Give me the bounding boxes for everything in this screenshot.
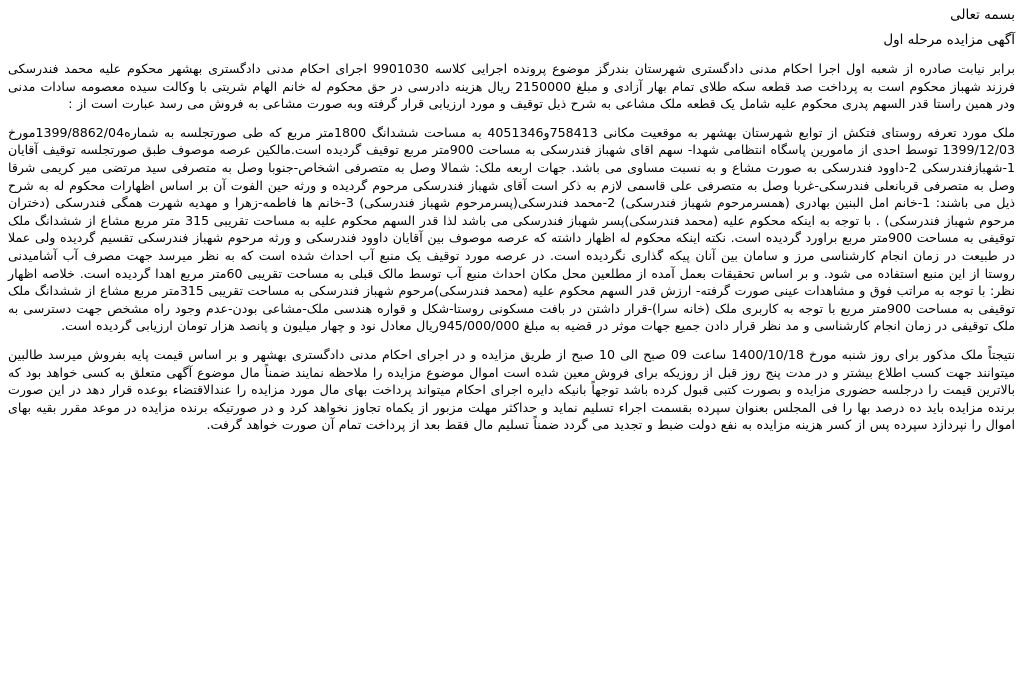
auction-terms-paragraph: نتیجتاً ملک مذکور برای روز شنبه مورخ 1400/10/18 ساعت 09 صبح الی 10 صبح از طریق مزایده و در اجرای احکام مدنی دادگستری بهشهر و بر اساس قیمت پایه بفروش میرسد طالبین میتوانند جهت کسب اطلاع بیشتر و در مدت پنج روز قبل از روزیکه برای فروش معین شده است اموال موضوع مزایده را ملاحظه نمایند ضمناً مال موضوع آگهی متعلق به کسی خواهد بود که بالاترین قیمت را درجلسه حضوری مزایده و بصورت کتبی قبول کرده باشد توجهاً بانیکه دایره اجرای احکام میتواند پرداخت بهای مال مورد مزایده را عندالاقتضاء بوعده قرار دهد در این صورت برنده مزایده باید ده درصد بها را فی المجلس بعنوان سپرده بقسمت اجراء تسلیم نماید و حداکثر مهلت مزبور از یکماه تجاوز نخواهد کرد و در صورتیکه برنده مزایده در موعد مقرر بقیه بهای اموال را نپردازد سپرده پس از کسر هزینه مزایده به نفع دولت ضبط و تجدید می گردد ضمناً تسلیم مال فقط بعد از پرداخت تمام آن صورت خواهد گرفت. [8,346,1016,433]
notice-title: آگهی مزایده مرحله اول [883,32,1015,48]
intro-paragraph: برابر نیابت صادره از شعبه اول اجرا احکام مدنی دادگستری شهرستان بندرگز موضوع پرونده اجرایی کلاسه 9901030 اجرای احکام مدنی دادگستری بهشهر محکوم علیه محمد فندرسکی فرزند شهباز محکوم است به پرداخت صد قطعه سکه طلای تمام بهار آزادی و مبلغ 2150000 ریال هزینه دادرسی در حق محکوم له خانم الهام شریتی با وکالت سیده معصومه سادات مدنی ودر همین راستا قدر السهم پدری محکوم علیه شامل یک قطعه ملک مشاعی به شرح ذیل توقیف و مورد ارزیابی قرار گرفته وبه صورت مشاعی به فروش می رسد عبارت است از : [8,61,1015,112]
property-description-paragraph: ملک مورد تعرفه روستای فتکش از توابع شهرستان بهشهر به موقعیت مکانی 758413و4051346 به مساحت ششدانگ 1800متر مربع که طی صورتجلسه به شماره1399/8862/04مورخ 1399/12/03 توسط احدی از مامورین پاسگاه انتظامی شهدا- سهم اقای شهباز فندرسکی به مساحت 900متر مربع توقیف گردیده است.مالکین عرصه موصوف طبق صورتجلسه توقیف آقایان 1-شهبازفندرسکی 2-داوود فندرسکی به صورت مشاع و به نسبت مساوی می باشد. جهات اربعه ملک: شمالا وصل به متصرفی اشخاص-جنوبا وصل به متصرفی سید مرتضی میر کریمی شرقا وصل به متصرفی قربانعلی فندرسکی-غربا وصل به متصرفی علی قاسمی لازم به ذکر است آقای شهباز فندرسکی مرحوم گردیده و ورثه حین الفوت آن بر اساس اظهارات محکوم له به شرح ذیل می باشند: 1-خانم امل البنین بهادری (همسرمرحوم شهباز فندرسکی) 2-محمد فندرسکی(پسرمرحوم شهباز فندرسکی) 3-خانم ها فاطمه-زهرا و مهدیه شهرت همگی فندرسکی (دختران مرحوم شهباز فندرسکی) . با توجه به اینکه محکوم علیه (محمد فندرسکی)پسر شهباز فندرسکی می باشد لذا قدر السهم محکوم علیه به مساحت تقریبی 315 متر مربع مشاع از ششدانگ ملک توقیفی به مساحت 900متر مربع براورد گردیده است. نکته اینکه محکوم له اظهار داشته که عرصه موصوف بین آقایان داوود فندرسکی و ورثه مرحوم شهباز فندرسکی تقسیم گردیده ولی عملا در طبیعت در زمان انجام کارشناسی مرز و سامان بین آنان پیکه گذاری نگردیده است. در عرصه مورد توقیف یک منبع آب احداث شده است که به نظر میرسد جهت مصرف آب آشامیدنی روستا از این منبع استفاده می شود. و بر اساس تحقیقات بعمل آمده از مطلعین محل مکان احداث منبع آب توسط مالک قبلی به مساحت تقریبی 60متر مربع اهدا گردیده است. خلاصه اظهار نظر: با توجه به مراتب فوق و مشاهدات عینی صورت گرفته- ارزش قدر السهم محکوم علیه (محمد فندرسکی)مرحوم شهباز فندرسکی به مساحت تقریبی 315متر مربع مشاع از ششدانگ ملک توقیفی به مساحت 900متر مربع با توجه به کاربری ملک (خانه سرا)-قرار داشتن در بافت مسکونی روستا-شکل و قواره هندسی ملک-مشاعی بودن-عدم وجود راه مشخص جهت دسترسی به ملک توقیفی در زمان انجام کارشناسی و مد نظر قرار دادن جمیع جهات موثر در قضیه به مبلغ 945/000/000ریال معادل نود و چهار میلیون و پانصد هزار تومان ارزیابی گردیده است. [8,124,1016,334]
basmala-heading: بسمه تعالی [950,7,1015,23]
